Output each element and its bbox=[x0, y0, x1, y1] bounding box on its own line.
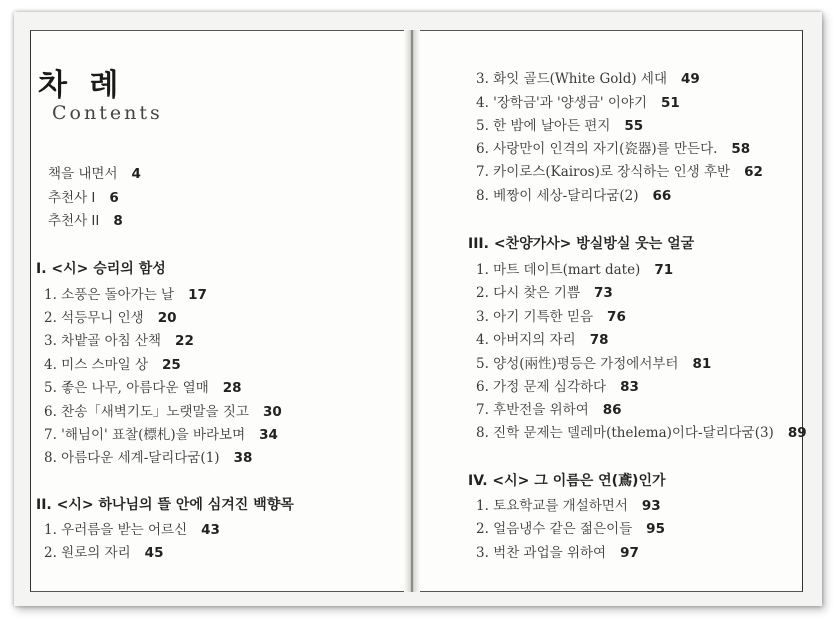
section-heading-4: IV. <시> 그 이름은 연(鳶)인가 bbox=[468, 473, 666, 489]
toc-entry[interactable] bbox=[476, 421, 807, 441]
toc-entry-label: 3. 벅찬 과업을 위하여 bbox=[476, 545, 607, 561]
page-title: 차 례 bbox=[38, 68, 125, 103]
toc-entry-label: 2. 원로의 자리 bbox=[44, 545, 131, 561]
toc-entry[interactable] bbox=[44, 353, 181, 373]
toc-entry[interactable] bbox=[476, 494, 661, 514]
toc-entry-label: 8. 아름다운 세계-달리다굼(1) bbox=[44, 450, 220, 466]
page-subtitle: Contents bbox=[52, 102, 163, 124]
toc-entry-label: 3. 화잇 골드(White Gold) 세대 bbox=[476, 71, 667, 87]
toc-entry-label: 5. 한 밤에 날아든 편지 bbox=[476, 118, 611, 134]
toc-entry-label: 2. 다시 찾은 기쁨 bbox=[476, 285, 580, 301]
toc-entry-page: 95 bbox=[646, 521, 665, 537]
toc-entry-label: 8. 진학 문제는 델레마(thelema)이다-달리다굼(3) bbox=[476, 425, 774, 441]
toc-entry[interactable] bbox=[476, 375, 639, 395]
toc-entry-page: 28 bbox=[222, 380, 242, 396]
toc-entry[interactable] bbox=[476, 91, 680, 111]
toc-entry-label: 3. 아기 기특한 믿음 bbox=[476, 309, 594, 325]
section-heading-3: III. <찬양가사> 방실방실 웃는 얼굴 bbox=[468, 236, 695, 252]
toc-entry-page: 86 bbox=[602, 402, 622, 418]
toc-entry-page: 81 bbox=[692, 356, 712, 372]
toc-entry-label: 7. 카이로스(Kairos)로 장식하는 인생 후반 bbox=[476, 164, 731, 180]
toc-entry-page: 8 bbox=[113, 213, 123, 229]
toc-entry[interactable] bbox=[44, 376, 242, 396]
toc-entry-label: 5. 좋은 나무, 아름다운 열매 bbox=[44, 380, 209, 396]
toc-entry[interactable] bbox=[476, 352, 711, 372]
toc-entry-recommendation-2[interactable] bbox=[48, 209, 123, 229]
toc-entry[interactable] bbox=[476, 328, 609, 348]
toc-entry[interactable] bbox=[44, 400, 282, 420]
toc-entry-label: 7. '해님이' 표찰(標札)을 바라보며 bbox=[44, 427, 246, 443]
toc-entry[interactable] bbox=[476, 137, 750, 157]
toc-entry[interactable] bbox=[476, 398, 622, 418]
toc-entry-page: 51 bbox=[661, 95, 680, 111]
toc-entry[interactable] bbox=[44, 329, 194, 349]
toc-entry[interactable] bbox=[44, 446, 252, 466]
toc-entry-page: 93 bbox=[641, 498, 661, 514]
toc-entry-label: 2. 얼음냉수 같은 젊은이들 bbox=[476, 521, 633, 537]
toc-entry-label: 6. 찬송「새벽기도」노랫말을 짓고 bbox=[44, 404, 249, 420]
toc-entry-label: 1. 소풍은 돌아가는 날 bbox=[44, 287, 175, 303]
toc-entry-label: 4. 아버지의 자리 bbox=[476, 332, 576, 348]
toc-entry[interactable] bbox=[476, 517, 665, 537]
toc-entry-page: 43 bbox=[201, 522, 220, 538]
toc-entry-label: 4. '장학금'과 '양생금' 이야기 bbox=[476, 95, 648, 111]
toc-entry[interactable] bbox=[476, 258, 673, 278]
toc-entry-page: 83 bbox=[620, 379, 639, 395]
toc-entry-page: 97 bbox=[620, 545, 639, 561]
toc-entry-label: 6. 가정 문제 심각하다 bbox=[476, 379, 607, 395]
toc-entry-label: 2. 석등무니 인생 bbox=[44, 310, 144, 326]
toc-entry-page: 25 bbox=[162, 357, 181, 373]
toc-entry-label: 7. 후반전을 위하여 bbox=[476, 402, 589, 418]
toc-entry-label: 추천사 I bbox=[48, 190, 96, 206]
toc-entry-label: 1. 토요학교를 개설하면서 bbox=[476, 498, 628, 514]
toc-entry-page: 55 bbox=[624, 118, 644, 134]
toc-entry-label: 1. 우러름을 받는 어르신 bbox=[44, 522, 188, 538]
toc-entry-page: 62 bbox=[744, 164, 763, 180]
toc-entry[interactable] bbox=[44, 541, 163, 561]
toc-entry-label: 5. 양성(兩性)평등은 가정에서부터 bbox=[476, 356, 679, 372]
toc-entry[interactable] bbox=[476, 160, 763, 180]
toc-entry-label: 8. 베짱이 세상-달리다굼(2) bbox=[476, 188, 639, 204]
toc-entry-label: 4. 미스 스마일 상 bbox=[44, 357, 148, 373]
toc-entry-page: 66 bbox=[652, 188, 672, 204]
toc-entry-page: 20 bbox=[157, 310, 177, 326]
toc-entry[interactable] bbox=[44, 423, 278, 443]
toc-entry-page: 71 bbox=[654, 262, 674, 278]
toc-entry-label: 책을 내면서 bbox=[48, 166, 118, 182]
toc-entry-page: 45 bbox=[144, 545, 164, 561]
toc-entry[interactable] bbox=[476, 184, 671, 204]
toc-entry[interactable] bbox=[476, 305, 626, 325]
section-heading-2: II. <시> 하나님의 뜰 안에 심겨진 백향목 bbox=[36, 497, 294, 513]
toc-entry-page: 38 bbox=[233, 450, 253, 466]
toc-entry-label: 6. 사랑만이 인격의 자기(瓷器)를 만든다. bbox=[476, 141, 718, 157]
toc-entry[interactable] bbox=[476, 281, 613, 301]
toc-entry-page: 58 bbox=[731, 141, 751, 157]
toc-entry-page: 78 bbox=[589, 332, 609, 348]
toc-entry-page: 73 bbox=[594, 285, 613, 301]
toc-entry[interactable] bbox=[44, 518, 220, 538]
toc-entry-recommendation-1[interactable] bbox=[48, 186, 119, 206]
toc-entry-page: 17 bbox=[188, 287, 207, 303]
toc-entry[interactable] bbox=[476, 114, 643, 134]
toc-entry[interactable] bbox=[44, 306, 177, 326]
toc-entry-label: 3. 차밭골 아침 산책 bbox=[44, 333, 162, 349]
toc-entry-label: 1. 마트 데이트(mart date) bbox=[476, 262, 641, 278]
toc-entry-page: 6 bbox=[109, 190, 119, 206]
toc-entry[interactable] bbox=[476, 67, 700, 87]
section-heading-1: I. <시> 승리의 함성 bbox=[36, 261, 166, 277]
toc-entry-page: 34 bbox=[259, 427, 278, 443]
toc-entry-label: 추천사 II bbox=[48, 213, 100, 229]
toc-entry-page: 30 bbox=[262, 404, 282, 420]
toc-entry-page: 4 bbox=[131, 166, 141, 182]
toc-entry[interactable] bbox=[476, 541, 639, 561]
toc-entry-page: 22 bbox=[175, 333, 194, 349]
toc-entry-preface[interactable] bbox=[48, 162, 141, 182]
toc-entry-page: 49 bbox=[681, 71, 700, 87]
toc-entry[interactable] bbox=[44, 283, 207, 303]
book-gutter bbox=[404, 30, 420, 592]
toc-entry-page: 89 bbox=[787, 425, 807, 441]
toc-entry-page: 76 bbox=[607, 309, 626, 325]
